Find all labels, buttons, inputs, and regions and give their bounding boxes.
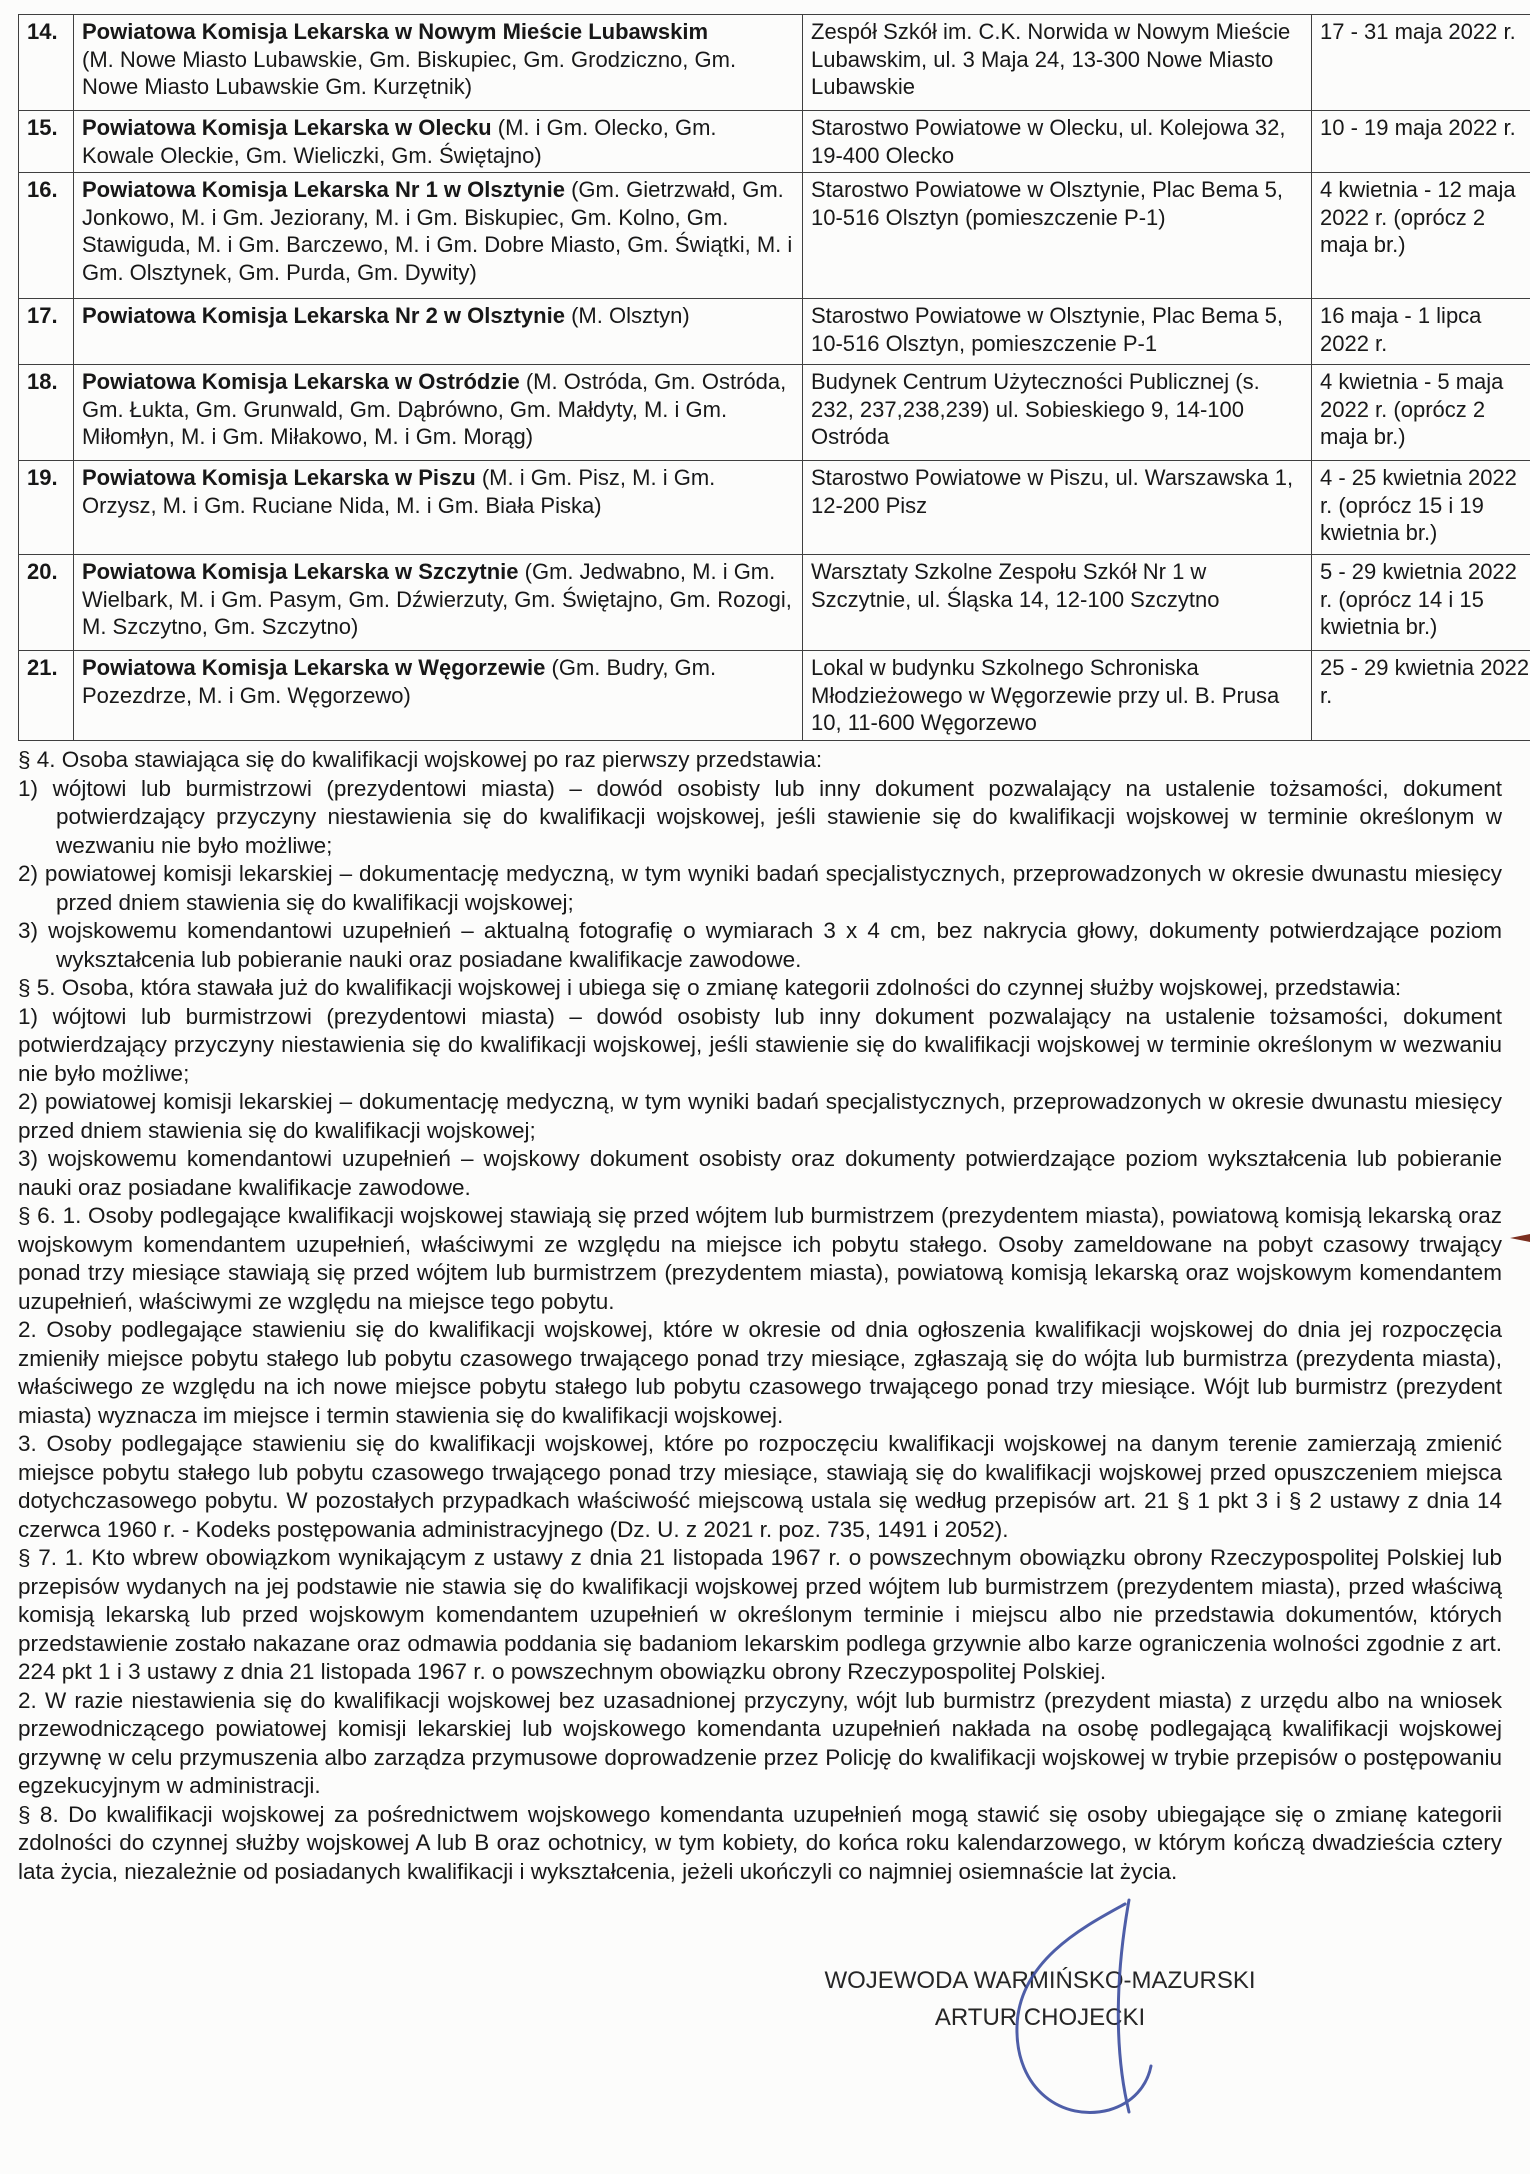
commission-cell <box>74 299 803 365</box>
legal-paragraph: § 5. Osoba, która stawała już do kwalifikacji wojskowej i ubiega się o zmianę kategorii zdolności do czynnej służby wojskowej, przedstawia: <box>18 975 1402 1000</box>
legal-paragraph: § 4. Osoba stawiająca się do kwalifikacji wojskowej po raz pierwszy przedstawia: <box>18 747 823 772</box>
table-row <box>19 173 1530 299</box>
legal-paragraph: 2) powiatowej komisji lekarskiej – dokumentację medyczną, w tym wyniki badań specjalistycznych, przeprowadzonych w okresie dwunastu miesięcy przed dniem stawienia się do kwalifikacji wojskowej; <box>18 1089 1502 1143</box>
commission-cell <box>74 15 803 111</box>
legal-paragraph: 1) wójtowi lub burmistrzowi (prezydentowi miasta) – dowód osobisty lub inny dokument pozwalający na ustalenie tożsamości, dokument potwierdzający przyczyny niestawienia się do kwalifikacji wojskowej, jeśli stawienie się do kwalifikacji wojskowej w terminie określonym w wezwaniu nie było możliwe; <box>18 775 1502 858</box>
commission-area: (Gm. Budry, Gm. Pozezdrze, M. i Gm. Węgorzewo) <box>82 655 717 708</box>
legal-paragraph: 1) wójtowi lub burmistrzowi (prezydentowi miasta) – dowód osobisty lub inny dokument pozwalający na ustalenie tożsamości, dokument potwierdzający przyczyny niestawienia się do kwalifikacji wojskowej, jeśli stawienie się do kwalifikacji wojskowej w terminie określonym w wezwaniu nie było możliwe; <box>18 1003 1502 1086</box>
commission-dates: 25 - 29 kwietnia 2022 r. <box>1312 651 1530 741</box>
commission-area: (Gm. Jedwabno, M. i Gm. Wielbark, M. i Gm. Pasym, Gm. Dźwierzuty, Gm. Świętajno, Gm. Rozogi, M. Szczytno, Gm. Szczytno) <box>82 559 792 639</box>
commission-area: (M. i Gm. Pisz, M. i Gm. Orzysz, M. i Gm. Ruciane Nida, M. i Gm. Biała Piska) <box>82 465 716 518</box>
commission-area: (M. i Gm. Olecko, Gm. Kowale Oleckie, Gm. Wieliczki, Gm. Świętajno) <box>82 115 717 168</box>
legal-paragraph: 3) wojskowemu komendantowi uzupełnień – aktualną fotografię o wymiarach 3 x 4 cm, bez nakrycia głowy, dokumenty potwierdzające poziom wykształcenia lub pobieranie nauki oraz posiadane kwalifikacje zawodowe. <box>18 918 1502 972</box>
commission-location: Lokal w budynku Szkolnego Schroniska Młodzieżowego w Węgorzewie przy ul. B. Prusa 10, 11-600 Węgorzewo <box>803 651 1312 741</box>
commission-area: (M. Nowe Miasto Lubawskie, Gm. Biskupiec, Gm. Grodziczno, Gm. Nowe Miasto Lubawskie Gm. Kurzętnik) <box>82 46 737 99</box>
table-row <box>19 299 1530 365</box>
row-number: 15. <box>19 111 74 173</box>
row-number: 18. <box>19 365 74 461</box>
commission-area: (Gm. Gietrzwałd, Gm. Jonkowo, M. i Gm. Jeziorany, M. i Gm. Biskupiec, Gm. Kolno, Gm. Stawiguda, M. i Gm. Barczewo, M. i Gm. Dobre Miasto, Gm. Świątki, M. i Gm. Olsztynek, Gm. Purda, Gm. Dywity) <box>82 177 793 285</box>
margin-arrow-icon <box>1504 1228 1530 1248</box>
commission-location: Zespół Szkół im. C.K. Norwida w Nowym Mieście Lubawskim, ul. 3 Maja 24, 13-300 Nowe Miasto Lubawskie <box>803 15 1312 111</box>
commission-dates: 17 - 31 maja 2022 r. <box>1312 15 1530 111</box>
legal-paragraph: 3) wojskowemu komendantowi uzupełnień – wojskowy dokument osobisty oraz dokumenty potwierdzające poziom wykształcenia lub pobieranie nauki oraz posiadane kwalifikacje zawodowe. <box>18 1146 1502 1200</box>
commission-dates: 10 - 19 maja 2022 r. <box>1312 111 1530 173</box>
commission-location: Starostwo Powiatowe w Piszu, ul. Warszawska 1, 12-200 Pisz <box>803 461 1312 555</box>
legal-text-section <box>0 746 1530 1886</box>
signature-block <box>760 1962 1320 2036</box>
row-number: 21. <box>19 651 74 741</box>
commission-name: Powiatowa Komisja Lekarska w Nowym Mieście Lubawskim <box>82 19 709 44</box>
commission-location: Starostwo Powiatowe w Olecku, ul. Kolejowa 32, 19-400 Olecko <box>803 111 1312 173</box>
row-number: 17. <box>19 299 74 365</box>
table-row <box>19 111 1530 173</box>
commission-name: Powiatowa Komisja Lekarska w Szczytnie <box>82 559 519 584</box>
commission-name: Powiatowa Komisja Lekarska w Ostródzie <box>82 369 520 394</box>
commission-location: Warsztaty Szkolne Zespołu Szkół Nr 1 w Szczytnie, ul. Śląska 14, 12-100 Szczytno <box>803 555 1312 651</box>
legal-paragraph: 3. Osoby podlegające stawieniu się do kwalifikacji wojskowej, które po rozpoczęciu kwalifikacji wojskowej na danym terenie zamierzają zmienić miejsce pobytu stałego lub pobytu czasowego trwającego ponad trzy miesiące, stawiają się do kwalifikacji wojskowej przed opuszczeniem miejsca dotychczasowego pobytu. W pozostałych przypadkach właściwość miejscową ustala się według przepisów art. 21 § 1 pkt 3 i § 2 ustawy z dnia 14 czerwca 1960 r. - Kodeks postępowania administracyjnego (Dz. U. z 2021 r. poz. 735, 1491 i 2052). <box>18 1431 1502 1542</box>
table-row <box>19 365 1530 461</box>
row-number: 16. <box>19 173 74 299</box>
commissions-table <box>18 14 1530 741</box>
commission-location: Starostwo Powiatowe w Olsztynie, Plac Bema 5, 10-516 Olsztyn (pomieszczenie P-1) <box>803 173 1312 299</box>
row-number: 20. <box>19 555 74 651</box>
commission-name: Powiatowa Komisja Lekarska Nr 2 w Olsztynie <box>82 303 565 328</box>
table-row <box>19 461 1530 555</box>
commission-dates: 4 kwietnia - 12 maja 2022 r. (oprócz 2 maja br.) <box>1312 173 1530 299</box>
commission-name: Powiatowa Komisja Lekarska w Olecku <box>82 115 492 140</box>
commission-location: Starostwo Powiatowe w Olsztynie, Plac Bema 5, 10-516 Olsztyn, pomieszczenie P-1 <box>803 299 1312 365</box>
row-number: 19. <box>19 461 74 555</box>
signatory-title: WOJEWODA WARMIŃSKO-MAZURSKI <box>824 1967 1256 1994</box>
legal-paragraph: § 8. Do kwalifikacji wojskowej za pośrednictwem wojskowego komendanta uzupełnień mogą stawić się osoby ubiegające się o zmianę kategorii zdolności do czynnej służby wojskowej A lub B oraz ochotnicy, w tym kobiety, do końca roku kalendarzowego, w którym kończą dwadzieścia cztery lata życia, niezależnie od posiadanych kwalifikacji i wykształcenia, jeżeli ukończyli co najmniej osiemnaście lat życia. <box>18 1801 1502 1884</box>
commission-area: (M. Ostróda, Gm. Ostróda, Gm. Łukta, Gm. Grunwald, Gm. Dąbrówno, Gm. Małdyty, M. i Gm. Miłomłyn, M. i Gm. Miłakowo, M. i Gm. Morąg) <box>82 369 787 449</box>
commission-cell <box>74 555 803 651</box>
commission-dates: 5 - 29 kwietnia 2022 r. (oprócz 14 i 15 kwietnia br.) <box>1312 555 1530 651</box>
legal-paragraph: § 7. 1. Kto wbrew obowiązkom wynikającym z ustawy z dnia 21 listopada 1967 r. o powszechnym obowiązku obrony Rzeczypospolitej Polskiej lub przepisów wydanych na jej podstawie nie stawia się do kwalifikacji wojskowej przed wójtem lub burmistrzem (prezydentem miasta), przed właściwą komisją lekarską lub przed wojskowym komendantem uzupełnień w określonym terminie i miejscu albo nie przedstawia dokumentów, których przedstawienie zostało nakazane oraz odmawia poddania się badaniom lekarskim podlega grzywnie albo karze ograniczenia wolności zgodnie z art. 224 pkt 1 i 3 ustawy z dnia 21 listopada 1967 r. o powszechnym obowiązku obrony Rzeczypospolitej Polskiej. <box>18 1545 1502 1684</box>
commission-name: Powiatowa Komisja Lekarska w Węgorzewie <box>82 655 546 680</box>
table-row <box>19 15 1530 111</box>
table-row <box>19 555 1530 651</box>
commission-area: (M. Olsztyn) <box>571 303 690 328</box>
commission-cell <box>74 461 803 555</box>
commission-cell <box>74 111 803 173</box>
commission-dates: 16 maja - 1 lipca 2022 r. <box>1312 299 1530 365</box>
commission-dates: 4 kwietnia - 5 maja 2022 r. (oprócz 2 maja br.) <box>1312 365 1530 461</box>
commission-name: Powiatowa Komisja Lekarska w Piszu <box>82 465 476 490</box>
commission-dates: 4 - 25 kwietnia 2022 r. (oprócz 15 i 19 kwietnia br.) <box>1312 461 1530 555</box>
legal-paragraph: 2. W razie niestawienia się do kwalifikacji wojskowej bez uzasadnionej przyczyny, wójt lub burmistrz (prezydent miasta) z urzędu albo na wniosek przewodniczącego powiatowej komisji lekarskiej lub wojskowego komendanta uzupełnień nakłada na osobę podlegającą kwalifikacji wojskowej grzywnę w celu przymuszenia albo zarządza przymusowe doprowadzenie przez Policję do kwalifikacji wojskowej w trybie przepisów o postępowaniu egzekucyjnym w administracji. <box>18 1687 1502 1798</box>
commission-name: Powiatowa Komisja Lekarska Nr 1 w Olsztynie <box>82 177 565 202</box>
signatory-name: ARTUR CHOJECKI <box>934 2004 1146 2031</box>
table-row <box>19 651 1530 741</box>
legal-paragraph: 2) powiatowej komisji lekarskiej – dokumentację medyczną, w tym wyniki badań specjalistycznych, przeprowadzonych w okresie dwunastu miesięcy przed dniem stawienia się do kwalifikacji wojskowej; <box>18 861 1502 915</box>
commission-cell <box>74 365 803 461</box>
commission-location: Budynek Centrum Użyteczności Publicznej (s. 232, 237,238,239) ul. Sobieskiego 9, 14-100 Ostróda <box>803 365 1312 461</box>
row-number: 14. <box>19 15 74 111</box>
legal-paragraph: 2. Osoby podlegające stawieniu się do kwalifikacji wojskowej, które w okresie od dnia ogłoszenia kwalifikacji wojskowej do dnia jej rozpoczęcia zmieniły miejsce pobytu stałego lub pobytu czasowego trwającego ponad trzy miesiące, zgłaszają się do wójta lub burmistrza (prezydenta miasta), właściwego ze względu na ich nowe miejsce pobytu stałego lub pobytu czasowego trwającego ponad trzy miesiące. Wójt lub burmistrz (prezydent miasta) wyznacza im miejsce i termin stawienia się do kwalifikacji wojskowej. <box>18 1317 1502 1428</box>
commission-cell <box>74 651 803 741</box>
legal-paragraph: § 6. 1. Osoby podlegające kwalifikacji wojskowej stawiają się przed wójtem lub burmistrzem (prezydentem miasta), powiatową komisją lekarską oraz wojskowym komendantem uzupełnień, właściwymi ze względu na miejsce ich pobytu stałego. Osoby zameldowane na pobyt czasowy trwający ponad trzy miesiące stawiają się przed wójtem lub burmistrzem (prezydentem miasta), powiatową komisją lekarską oraz wojskowym komendantem uzupełnień, właściwymi ze względu na miejsce tego pobytu. <box>18 1203 1502 1314</box>
commission-cell <box>74 173 803 299</box>
